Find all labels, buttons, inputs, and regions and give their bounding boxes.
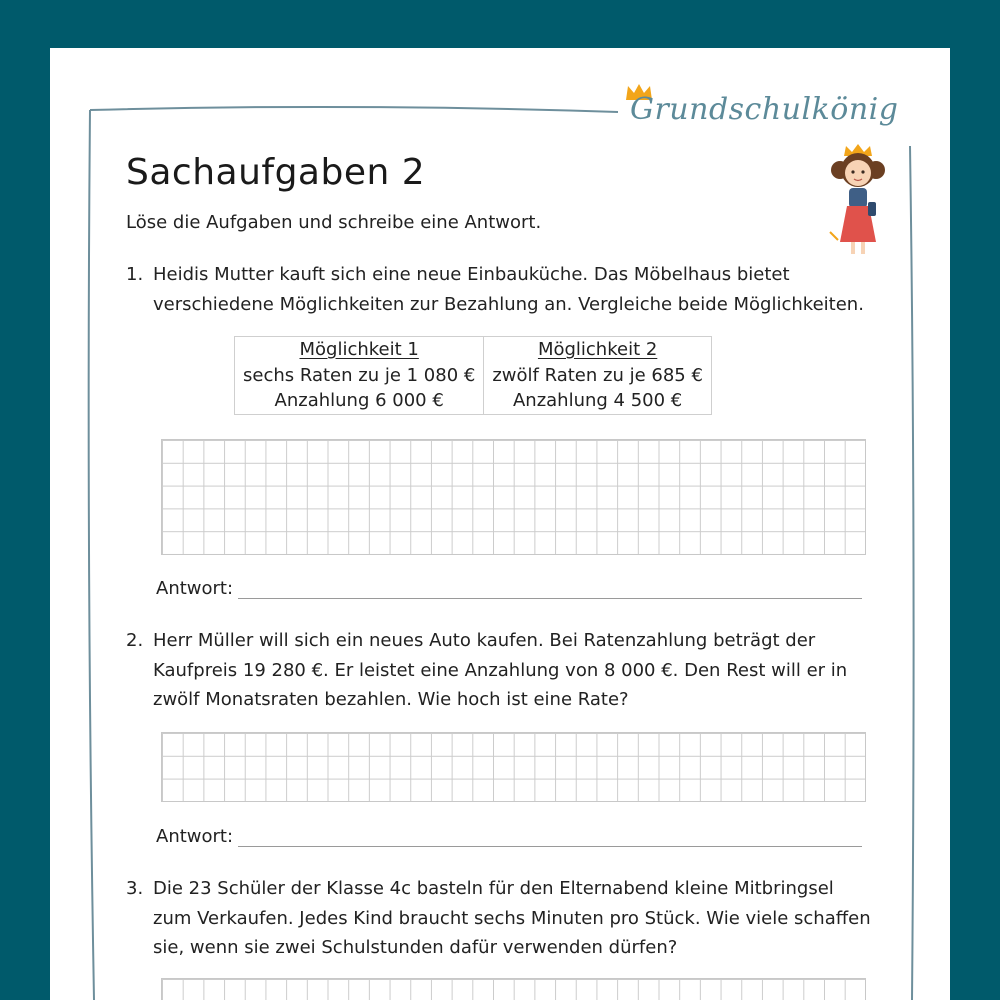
- calculation-grid-1[interactable]: [161, 439, 866, 555]
- answer-line[interactable]: [238, 598, 862, 599]
- option-rates: sechs Raten zu je 1 080 €: [243, 364, 476, 386]
- task-2: [126, 626, 876, 715]
- task-number: 2.: [126, 630, 144, 651]
- calculation-grid-3[interactable]: [161, 978, 866, 1000]
- calculation-grid-2[interactable]: [161, 732, 866, 802]
- option-downpayment: Anzahlung 6 000 €: [274, 390, 444, 411]
- option-downpayment: Anzahlung 4 500 €: [512, 390, 683, 411]
- option-2-cell: [484, 337, 712, 415]
- worksheet-instruction: Löse die Aufgaben und schreibe eine Antwort.: [126, 212, 542, 233]
- task-3: [126, 874, 876, 963]
- option-heading: Möglichkeit 1: [299, 339, 419, 360]
- brand-logo: Grundschulkönig: [630, 92, 899, 127]
- answer-label: Antwort:: [156, 826, 234, 847]
- option-heading: Möglichkeit 2: [537, 339, 658, 360]
- answer-label: Antwort:: [156, 578, 234, 599]
- answer-row-1: [156, 578, 862, 599]
- task-1: [126, 260, 876, 319]
- option-rates: zwölf Raten zu je 685 €: [492, 364, 703, 386]
- worksheet-title: Sachaufgaben 2: [126, 152, 426, 193]
- worksheet-page: [50, 48, 950, 1000]
- task-number: 3.: [126, 878, 144, 899]
- payment-options-table: [234, 336, 712, 415]
- option-1-cell: [235, 337, 484, 415]
- answer-row-2: [156, 826, 862, 847]
- task-text: Heidis Mutter kauft sich eine neue Einbauküche. Das Möbelhaus bietet verschiedene Möglichkeiten zur Bezahlung an. Vergleiche beide Möglichkeiten.: [153, 264, 864, 315]
- task-number: 1.: [126, 264, 144, 285]
- answer-line[interactable]: [238, 846, 862, 847]
- princess-mascot-icon: [818, 144, 898, 262]
- task-text: Herr Müller will sich ein neues Auto kaufen. Bei Ratenzahlung beträgt der Kaufpreis 19 280 €. Er leistet eine Anzahlung von 8 000 €. Den Rest will er in zwölf Monatsraten bezahlen. Wie hoch ist eine Rate?: [153, 630, 848, 710]
- task-text: Die 23 Schüler der Klasse 4c basteln für den Elternabend kleine Mitbringsel zum Verkaufen. Jedes Kind braucht sechs Minuten pro Stück. Wie viele schaffen sie, wenn sie zwei Schulstunden dafür verwenden dürfen?: [153, 878, 871, 958]
